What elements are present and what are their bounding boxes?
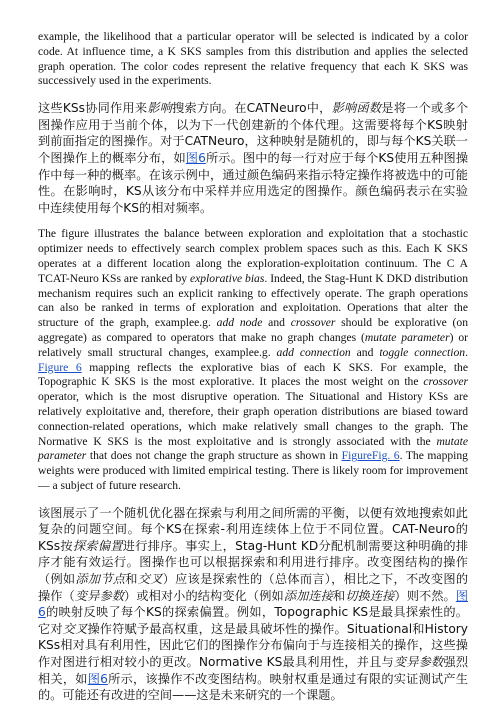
term-crossover: 交叉 [137,572,163,587]
term-add-node: 添加节点 [75,572,126,587]
term-influence: 影响 [147,101,173,116]
term-add-connection: add connection [276,345,351,359]
paragraph-en-2: The figure illustrates the balance between exploration and exploitation that a stochastic optimizer needs to effectively search complex problem spaces such as this. Each K SKS operates at a different location along the exploration-exploitation continuum. The C A TCAT-Neuro KSs are ranked by explorative bias. Indeed, the Stag-Hunt K DKD distribution mechanism requires such an explicit ranking to effectively operate. The graph operations can also be ranked in terms of exploration and exploitation. Operations that alter the structure of the graph, examplee.g. add node and crossover should be explorative (on aggregate) as compared to operators that make no graph changes (mutate parameter) or relatively small structural changes, examplee.g. add connection and toggle connection. Figure 6 mapping reflects the explorative bias of each K SKS. For example, the Topographic K SKS is the most explorative. It places the most weight on the crossover operator, which is the most disruptive operation. The Situational and History KSs are relatively exploitative and, therefore, their graph operation distributions are biased toward connection-related operations, which make relatively small changes to the graph. The Normative K SKS is the most exploitative and is strongly associated with the mutate parameter that does not change the graph structure as shown in FigureFig. 6. The mapping weights were produced with limited empirical testing. There is likely room for improvement — a subject of future research. [38,227,469,492]
figure-6-link[interactable]: 图6 [87,671,108,686]
figure-6-link[interactable]: Figure 6 [38,360,82,374]
term-crossover: crossover [290,316,336,330]
term-mutate-parameter: 变异参数 [74,588,125,603]
document-page [38,30,468,715]
term-add-node: add node [216,316,263,330]
figure-6-link[interactable]: 图6 [185,150,206,165]
term-mutate-parameter: mutate parameter [38,434,468,463]
term-explorative-bias: explorative bias [189,271,265,285]
term-toggle-connection: toggle connection [379,345,466,359]
figure-6-link[interactable]: 图6 [38,588,469,620]
term-crossover: 交叉 [62,621,88,636]
term-mutate-parameter: mutate parameter [364,330,450,344]
term-crossover: crossover [423,375,468,389]
term-toggle-connection: 切换连接 [345,588,395,603]
term-influence-function: 影响函数 [331,101,382,116]
paragraph-zh-1: 这些KSs协同作用来影响搜索方向。在CATNeuro中，影响函数是将一个或多个图操作应用于当前个体，以为下一代创建新的个体代理。这需要将每个KS映射到前面指定的图操作。对于CATNeuro，这种映射是随机的，即与每个KS关联一个图操作上的概率分布，如图6所示。图中的每一行对应于每个KS使用五种图操作中每一种的概率。在该示例中，通过颜色编码来指示特定操作将被选中的可能性。在影响时，KS从该分布中采样并应用选定的图操作。颜色编码表示在实验中连续使用每个KS的相对频率。 [38,101,469,215]
figure-6-link[interactable]: FigureFig. 6 [341,449,400,463]
paragraph-zh-2: 该图展示了一个随机优化器在探索与利用之间所需的平衡，以便有效地搜索如此复杂的问题空间。每个KS在探索-利用连续体上位于不同位置。CAT-Neuro的KSs按探索偏置进行排序。事实上，Stag-Hunt KD分配机制需要这种明确的排序才能有效运行。图操作也可以根据探索和利用进行排序。改变图结构的操作（例如添加节点和交叉）应该是探索性的（总体而言），相比之下，不改变图的操作（变异参数）或相对小的结构变化（例如添加连接和切换连接）则不然。图6的映射反映了每个KS的探索偏置。例如，Topographic KS是最具探索性的。它对交叉操作符赋予最高权重，这是最具破坏性的操作。Situational和History KSs相对具有利用性，因此它们的图操作分布偏向于与连接相关的操作，这些操作对图进行相对较小的更改。Normative KS最具利用性，并且与变异参数强烈相关，如图6所示，该操作不改变图结构。映射权重是通过有限的实证测试产生的。可能还有改进的空间——这是未来研究的一个课题。 [38,505,469,703]
term-add-connection: 添加连接 [283,588,333,603]
paragraph-en-1: example, the likelihood that a particular operator will be selected is indicated by a color code. At influence time, a K SKS samples from this distribution and applies the selected graph operation. The color codes represent the relative frequency that each K SKS was successively used in the experiments. [38,30,468,88]
term-explorative-bias: 探索偏置 [72,538,123,553]
term-mutate-parameter: 变异参数 [393,655,444,670]
